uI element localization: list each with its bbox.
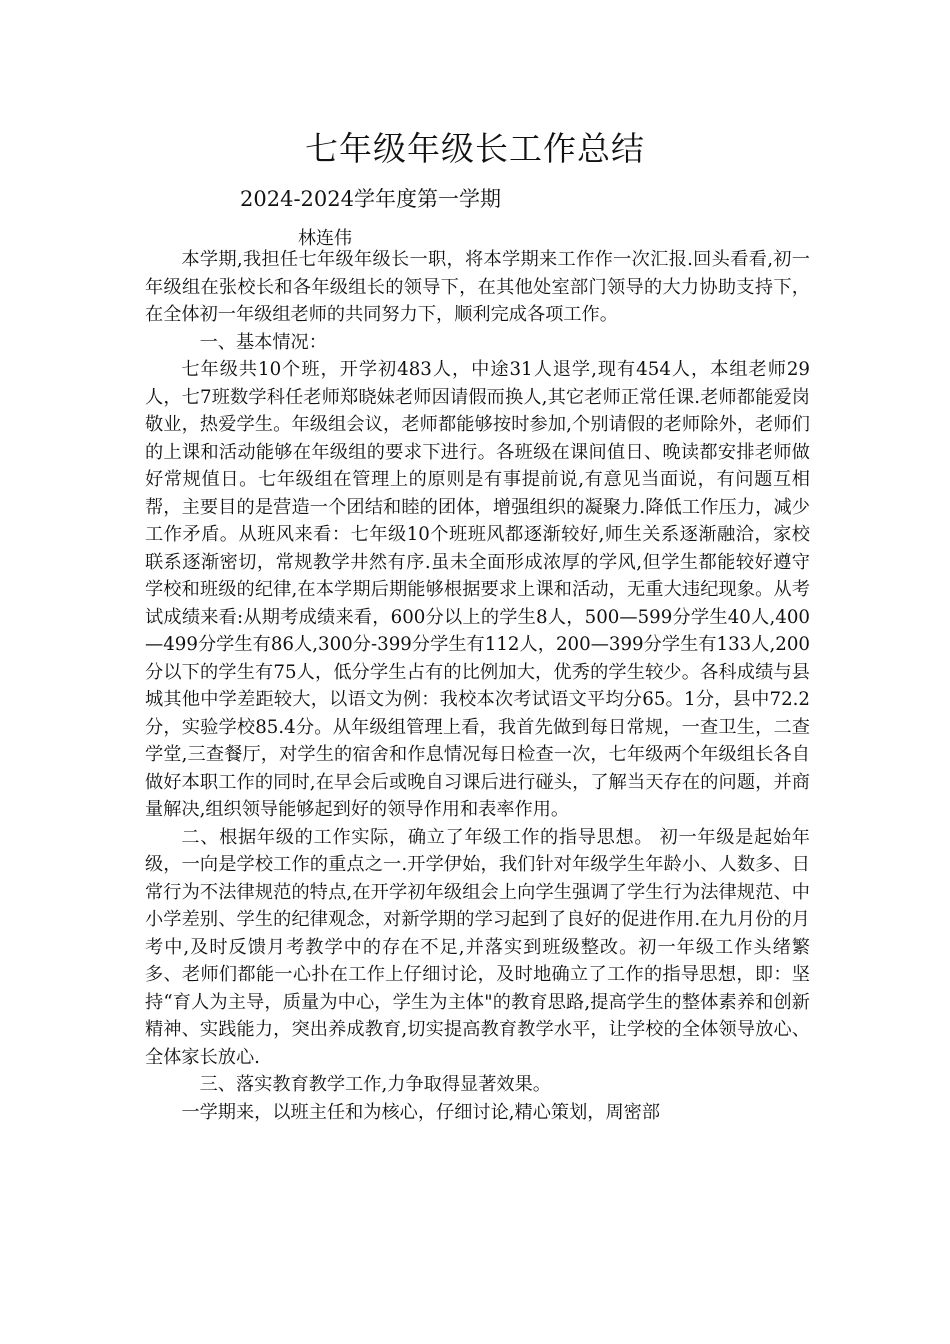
section-heading-1: 一、基本情况： (199, 331, 327, 353)
paragraph-intro: 本学期,我担任七年级年级长一职，将本学期来工作作一次汇报.回头看看,初一年级组在张校长和各年级组长的领导下，在其他处室部门领导的大力协助支持下，在全体初一年级组老师的共同努力下，顺利完成各项工作。 (145, 249, 810, 325)
paragraph-basic-situation: 七年级共10个班，开学初483人，中途31人退学,现有454人，本组老师29人，七7班数学科任老师郑晓妹老师因请假而换人,其它老师正常任课.老师都能爱岗敬业，热爱学生。年级组会议，老师都能够按时参加,个别请假的老师除外，老师们的上课和活动能够在年级组的要求下进行。各班级在课间值日、晚读都安排老师做好常规值日。七年级组在管理上的原则是有事提前说,有意见当面说，有问题互相帮，主要目的是营造一个团结和睦的团体，增强组织的凝聚力.降低工作压力，减少工作矛盾。从班风来看：七年级10个班班风都逐渐较好,师生关系逐渐融洽，家校联系逐渐密切，常规教学井然有序.虽未全面形成浓厚的学风,但学生都能较好遵守学校和班级的纪律,在本学期后期能够根据要求上课和活动，无重大违纪现象。从考试成绩来看:从期考成绩来看，600分以上的学生8人，500—599分学生40人,400—499分学生有86人,300分-399分学生有112人，200—399分学生有133人,200分以下的学生有75人，低分学生占有的比例加大，优秀的学生较少。各科成绩与县城其他中学差距较大，以语文为例：我校本次考试语文平均分65。1分，县中72.2分，实验学校85.4分。从年级组管理上看，我首先做到每日常规，一查卫生，二查学堂,三查餐厅，对学生的宿舍和作息情况每日检查一次，七年级两个年级组长各自做好本职工作的同时,在早会后或晚自习课后进行碰头，了解当天存在的问题，并商量解决,组织领导能够起到好的领导作用和表率作用。 (145, 359, 810, 820)
paragraph-teaching-work: 一学期来，以班主任和为核心，仔细讨论,精心策划，周密部 (181, 1101, 661, 1123)
document-body (145, 246, 810, 1126)
document-subtitle: 2024-2024学年度第一学期 (240, 187, 501, 211)
document-title: 七年级年级长工作总结 (305, 129, 645, 168)
section-heading-3: 三、落实教育教学工作,力争取得显著效果。 (199, 1074, 551, 1095)
paragraph-guiding-thought: 二、根据年级的工作实际，确立了年级工作的指导思想。 初一年级是起始年级，一向是学校工作的重点之一.开学伊始，我们针对年级学生年龄小、人数多、日常行为不法律规范的特点,在开学初年级组会上向学生强调了学生行为法律规范、中小学差别、学生的纪律观念，对新学期的学习起到了良好的促进作用.在九月份的月考中,及时反馈月考教学中的存在不足,并落实到班级整改。初一年级工作头绪繁多、老师们都能一心扑在工作上仔细讨论，及时地确立了工作的指导思想，即：坚持“育人为主导，质量为中心，学生为主体"的教育思路,提高学生的整体素养和创新精神、实践能力，突出养成教育,切实提高教育教学水平，让学校的全体领导放心、全体家长放心. (145, 826, 810, 1068)
document-author: 林连伟 (298, 228, 352, 249)
